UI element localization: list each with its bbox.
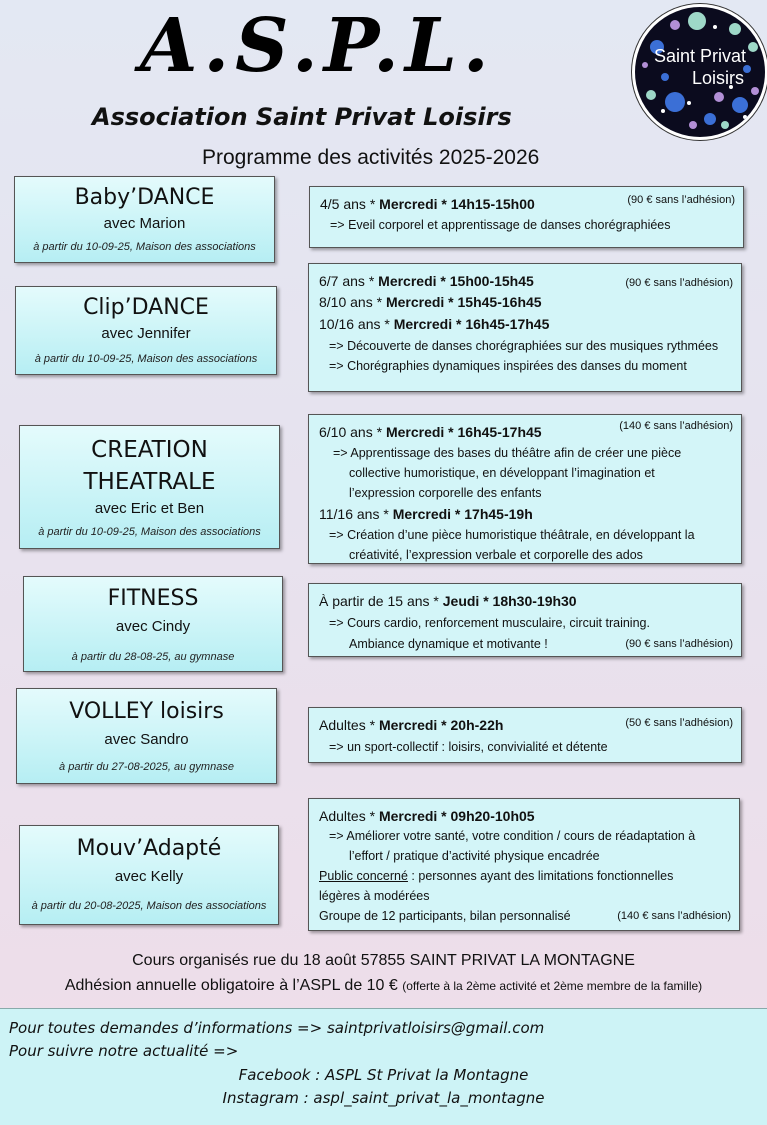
activity-price: (140 € sans l’adhésion) <box>619 420 733 432</box>
activity-info-mouvadapte <box>308 798 740 931</box>
description-line: => Apprentissage des bases du théâtre afin de créer une pièce <box>333 446 682 460</box>
activity-start: à partir du 20-08-2025, Maison des associations <box>31 900 267 912</box>
activity-title-line-1: CREATION <box>91 437 208 463</box>
schedule-line: 8/10 ans * Mercredi * 15h45-16h45 <box>319 294 542 310</box>
schedule-line: 10/16 ans * Mercredi * 16h45-17h45 <box>319 316 550 332</box>
target-audience-line: Public concerné : personnes ayant des limitations fonctionnelles <box>319 869 674 883</box>
schedule-line: Adultes * Mercredi * 20h-22h <box>319 717 504 733</box>
activity-title-line-2: THEATRALE <box>83 469 216 495</box>
schedule-line: 6/10 ans * Mercredi * 16h45-17h45 <box>319 424 542 440</box>
activity-price: (50 € sans l’adhésion) <box>625 717 733 729</box>
activity-instructor: avec Eric et Ben <box>94 500 205 517</box>
brand-title: A.S.P.L. <box>140 3 495 89</box>
description-line: légères à modérées <box>319 889 430 903</box>
description-line: => Découverte de danses chorégraphiées sur des musiques rythmées <box>329 339 719 353</box>
description-line: créativité, l’expression verbale et corporelle des ados <box>349 548 643 562</box>
activity-instructor: avec Kelly <box>114 868 184 885</box>
activity-info-volley <box>308 707 742 763</box>
activity-price: (90 € sans l’adhésion) <box>625 277 733 289</box>
membership-note: Adhésion annuelle obligatoire à l’ASPL de 10 € (offerte à la 2ème activité et 2ème membre de la famille) <box>64 977 703 994</box>
activity-title: FITNESS <box>107 586 199 611</box>
activity-price: (90 € sans l’adhésion) <box>625 638 733 650</box>
activity-start: à partir du 10-09-25, Maison des associations <box>34 353 258 365</box>
logo-line-2: Loisirs <box>691 68 744 88</box>
activity-title: Clip’DANCE <box>83 295 209 320</box>
schedule-line: 11/16 ans * Mercredi * 17h45-19h <box>319 506 533 522</box>
activity-title: Mouv’Adapté <box>76 836 222 861</box>
instagram-link[interactable]: Instagram : aspl_saint_privat_la_montagne <box>222 1089 545 1107</box>
activity-title: VOLLEY loisirs <box>69 699 224 724</box>
facebook-link[interactable]: Facebook : ASPL St Privat la Montagne <box>238 1066 529 1084</box>
activity-card-mouvadapte <box>19 825 279 925</box>
activity-start: à partir du 10-09-25, Maison des associations <box>33 241 256 253</box>
logo-line-1: Saint Privat <box>653 46 747 66</box>
activity-info-theatre <box>308 414 742 564</box>
follow-label: Pour suivre notre actualité => <box>9 1042 239 1060</box>
activity-info-fitness <box>308 583 742 657</box>
activity-card-babydance <box>14 176 275 263</box>
association-logo <box>632 4 767 140</box>
contact-info-line: Pour toutes demandes d’informations => saintprivatloisirs@gmail.com <box>9 1019 545 1037</box>
program-subtitle: Programme des activités 2025-2026 <box>202 146 540 169</box>
organization-name: Association Saint Privat Loisirs <box>92 103 512 131</box>
description-line: => Chorégraphies dynamiques inspirées des danses du moment <box>329 359 687 373</box>
course-location: Cours organisés rue du 18 août 57855 SAINT PRIVAT LA MONTAGNE <box>132 952 635 969</box>
description-line: l’effort / pratique d’activité physique encadrée <box>349 849 600 863</box>
description-line: Groupe de 12 participants, bilan personnalisé <box>319 909 571 923</box>
contact-section <box>0 1008 767 1125</box>
schedule-line: Adultes * Mercredi * 09h20-10h05 <box>319 808 535 824</box>
schedule-line: À partir de 15 ans * Jeudi * 18h30-19h30 <box>319 593 577 609</box>
description-line: l’expression corporelle des enfants <box>349 486 542 500</box>
schedule-line: 6/7 ans * Mercredi * 15h00-15h45 <box>319 273 534 289</box>
schedule-line: 4/5 ans * Mercredi * 14h15-15h00 <box>320 196 535 212</box>
activity-info-clipdance <box>308 263 742 392</box>
activity-price: (140 € sans l’adhésion) <box>617 910 731 922</box>
activity-title: Baby’DANCE <box>74 185 215 210</box>
description-line: => Création d’une pièce humoristique théâtrale, en développant la <box>329 528 695 542</box>
logo-text <box>635 45 765 89</box>
description-line: => un sport-collectif : loisirs, convivialité et détente <box>329 740 608 754</box>
activity-card-theatre <box>19 425 280 549</box>
description-line: => Améliorer votre santé, votre condition / cours de réadaptation à <box>329 829 696 843</box>
activity-start: à partir du 10-09-25, Maison des associations <box>38 526 261 538</box>
activity-card-clipdance <box>15 286 277 375</box>
activity-price: (90 € sans l’adhésion) <box>627 194 735 206</box>
activity-start: à partir du 28-08-25, au gymnase <box>71 651 235 663</box>
membership-offer: (offerte à la 2ème activité et 2ème membre de la famille) <box>402 979 703 993</box>
activity-instructor: avec Jennifer <box>101 325 191 342</box>
description-line: => Cours cardio, renforcement musculaire, circuit training. <box>329 616 650 630</box>
activity-card-volley <box>16 688 277 784</box>
activity-card-fitness <box>23 576 283 672</box>
email-link[interactable]: saintprivatloisirs@gmail.com <box>326 1019 545 1037</box>
activity-start: à partir du 27-08-2025, au gymnase <box>59 761 234 773</box>
description-line: collective humoristique, en développant l’imagination et <box>349 466 655 480</box>
activity-instructor: avec Cindy <box>115 618 191 635</box>
activity-info-babydance <box>309 186 744 248</box>
description-line: => Eveil corporel et apprentissage de danses chorégraphiées <box>330 218 671 232</box>
activity-instructor: avec Sandro <box>104 731 189 748</box>
description-line: Ambiance dynamique et motivante ! <box>349 637 548 651</box>
activity-instructor: avec Marion <box>103 215 186 232</box>
